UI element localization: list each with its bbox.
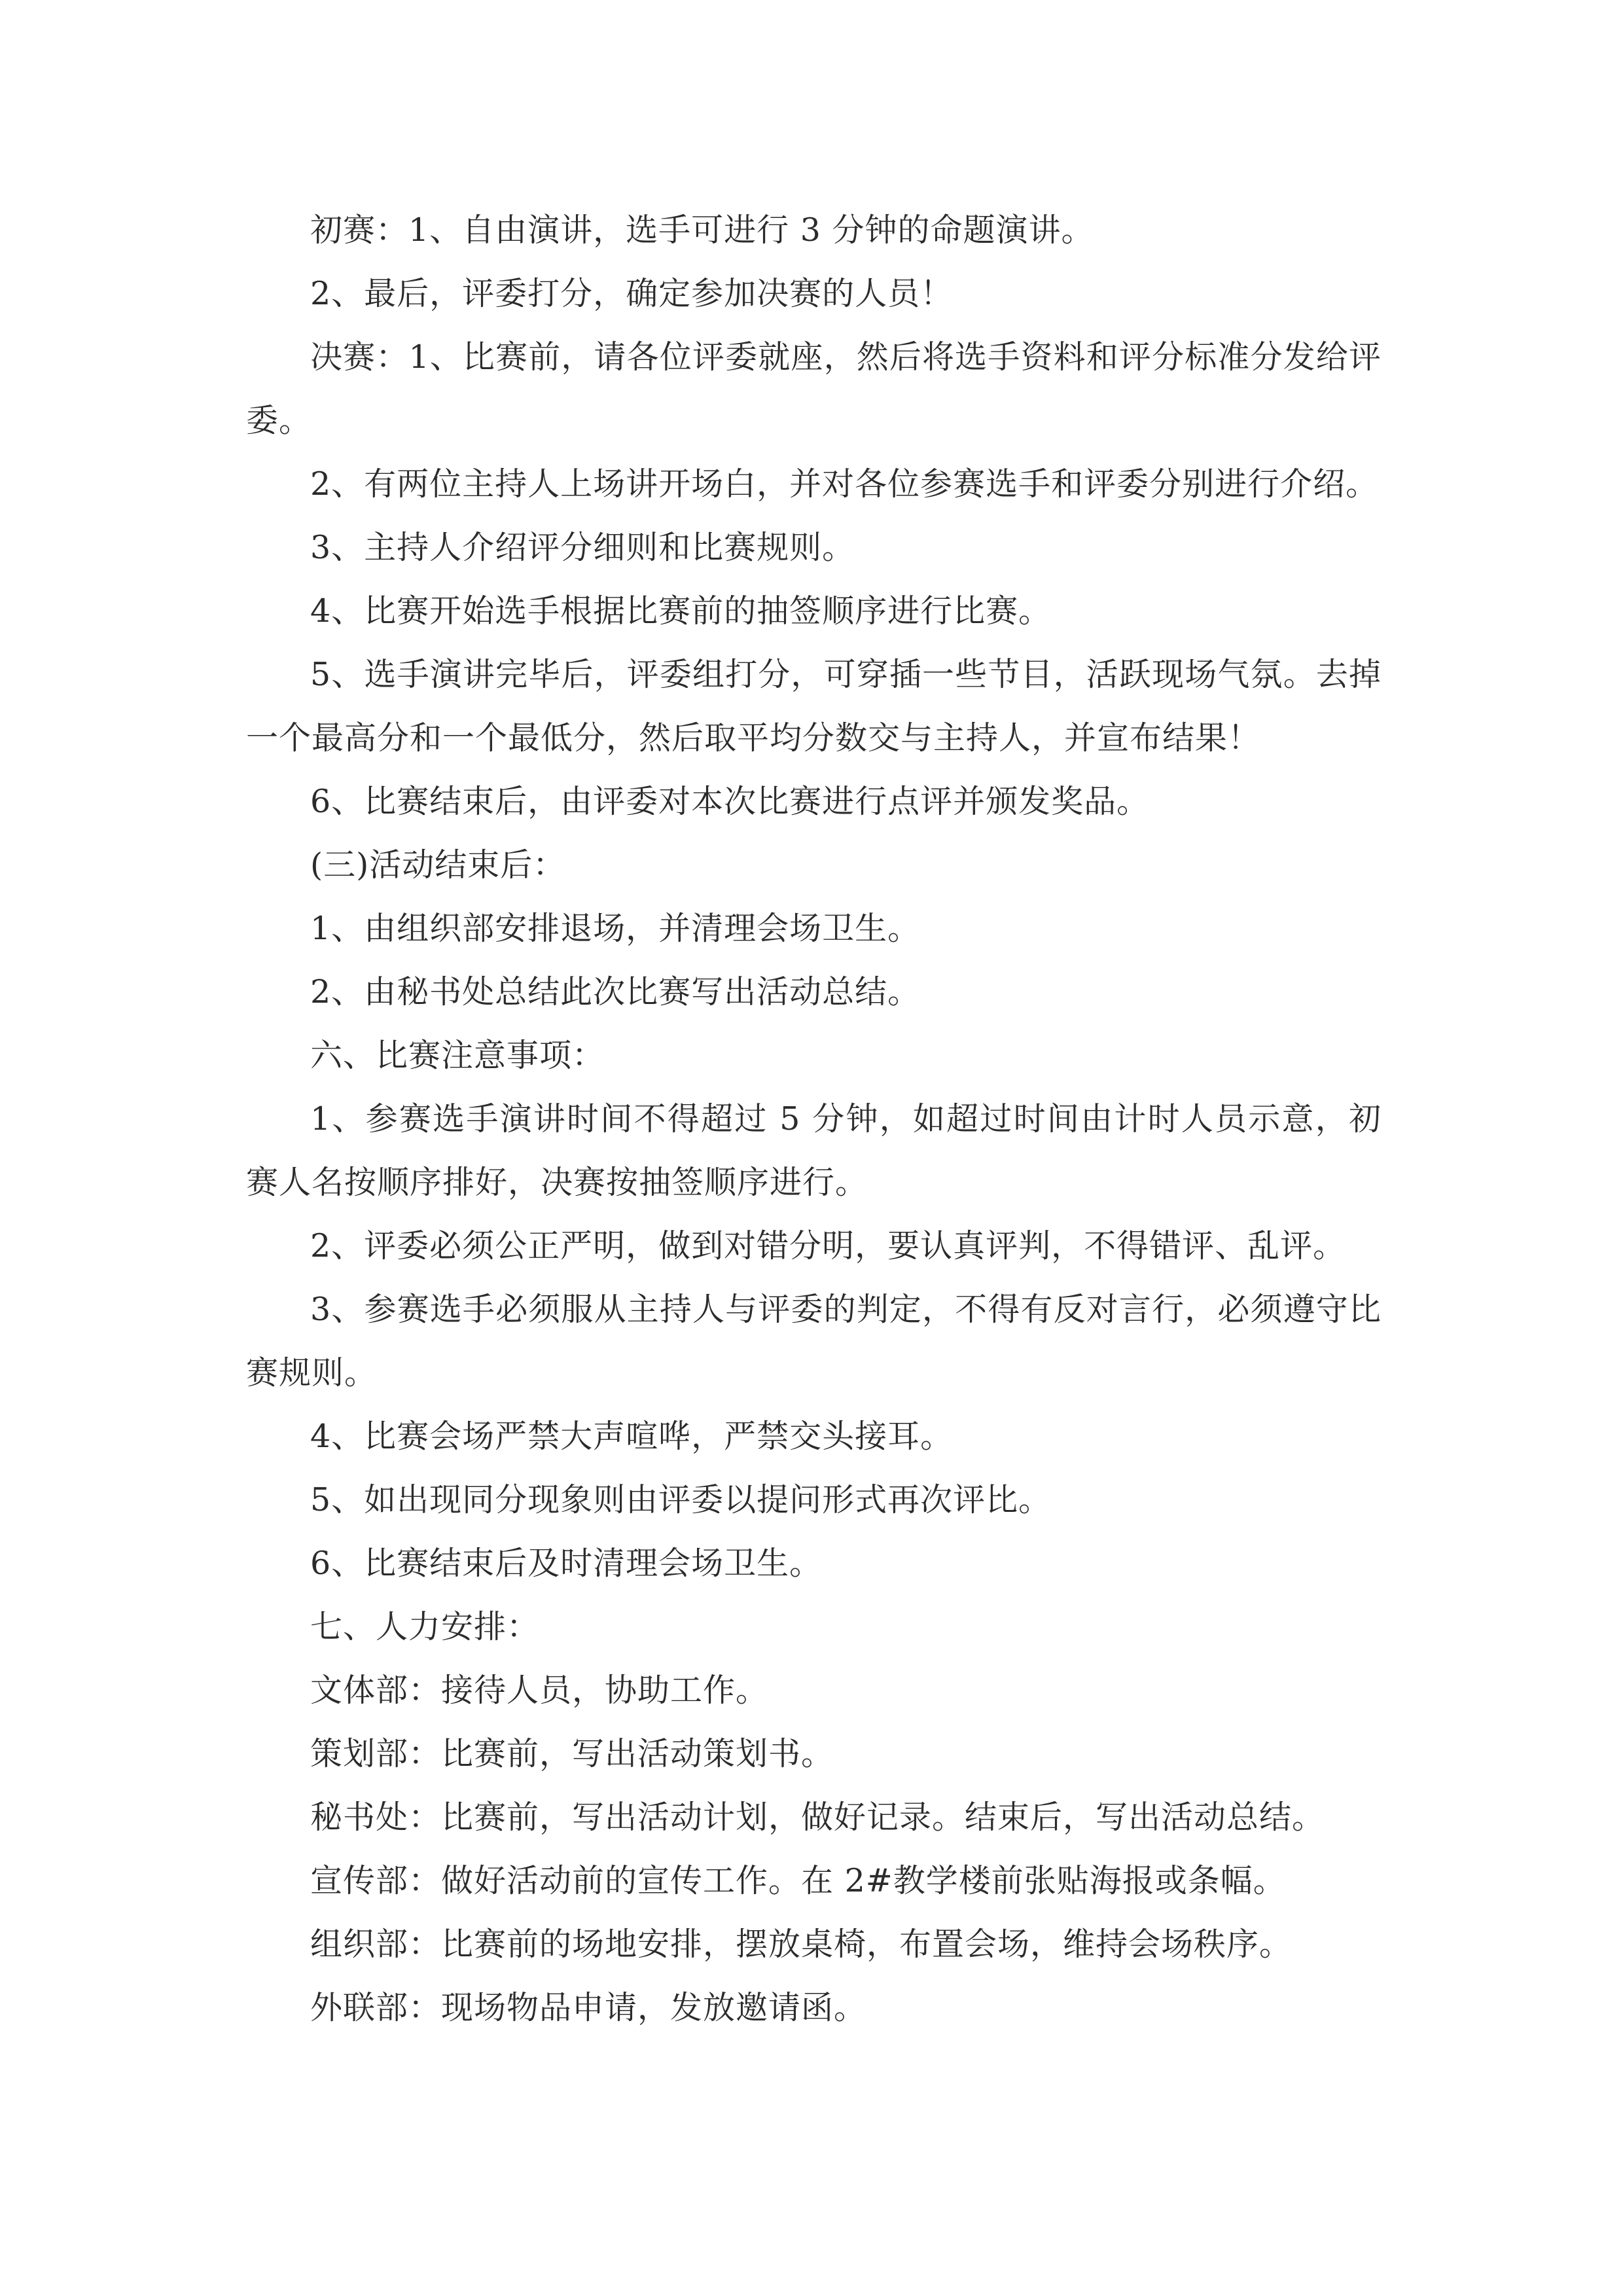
- paragraph-staffing-sports-dept: 文体部：接待人员，协助工作。: [310, 1672, 769, 1709]
- document-body: [246, 198, 1382, 2039]
- paragraph-notes-2: 2、评委必须公正严明，做到对错分明，要认真评判，不得错评、乱评。: [310, 1227, 1346, 1265]
- paragraph-after-event-1: 1、由组织部安排退场，并清理会场卫生。: [310, 910, 921, 947]
- paragraph-staffing-planning-dept: 策划部：比赛前，写出活动策划书。: [310, 1735, 834, 1772]
- paragraph-after-event-2: 2、由秘书处总结此次比赛写出活动总结。: [310, 973, 921, 1011]
- paragraph-notes-1: 1、参赛选手演讲时间不得超过 5 分钟，如超过时间由计时人员示意，初赛人名按顺序排好，决赛按抽签顺序进行。: [246, 1100, 1382, 1201]
- paragraph-notes-4: 4、比赛会场严禁大声喧哗，严禁交头接耳。: [310, 1418, 954, 1455]
- paragraph-final-round-2: 2、有两位主持人上场讲开场白，并对各位参赛选手和评委分别进行介绍。: [310, 465, 1379, 503]
- paragraph-notes-3: 3、参赛选手必须服从主持人与评委的判定，不得有反对言行，必须遵守比赛规则。: [246, 1291, 1382, 1391]
- paragraph-final-round-4: 4、比赛开始选手根据比赛前的抽签顺序进行比赛。: [310, 592, 1052, 630]
- section-heading-staffing: 七、人力安排：: [310, 1608, 540, 1645]
- paragraph-notes-6: 6、比赛结束后及时清理会场卫生。: [310, 1545, 823, 1582]
- section-heading-notes: 六、比赛注意事项：: [310, 1037, 605, 1074]
- paragraph-final-round-6: 6、比赛结束后，由评委对本次比赛进行点评并颁发奖品。: [310, 783, 1150, 820]
- paragraph-staffing-secretariat: 秘书处：比赛前，写出活动计划，做好记录。结束后，写出活动总结。: [310, 1799, 1325, 1836]
- paragraph-preliminary-round-2: 2、最后，评委打分，确定参加决赛的人员！: [310, 275, 954, 312]
- paragraph-preliminary-round-1: 初赛：1、自由演讲，选手可进行 3 分钟的命题演讲。: [310, 211, 1094, 249]
- paragraph-staffing-external-dept: 外联部：现场物品申请，发放邀请函。: [310, 1989, 867, 2026]
- paragraph-final-round-5: 5、选手演讲完毕后，评委组打分，可穿插一些节目，活跃现场气氛。去掉一个最高分和一个最低分，然后取平均分数交与主持人，并宣布结果！: [246, 656, 1382, 757]
- paragraph-staffing-organization-dept: 组织部：比赛前的场地安排，摆放桌椅，布置会场，维持会场秩序。: [310, 1926, 1293, 1963]
- paragraph-notes-5: 5、如出现同分现象则由评委以提问形式再次评比。: [310, 1481, 1052, 1518]
- paragraph-final-round-1: 决赛：1、比赛前，请各位评委就座，然后将选手资料和评分标准分发给评委。: [246, 338, 1382, 439]
- section-heading-after-event: (三)活动结束后：: [310, 846, 566, 884]
- paragraph-final-round-3: 3、主持人介绍评分细则和比赛规则。: [310, 529, 855, 566]
- paragraph-staffing-publicity-dept: 宣传部：做好活动前的宣传工作。在 2#教学楼前张贴海报或条幅。: [310, 1862, 1286, 1899]
